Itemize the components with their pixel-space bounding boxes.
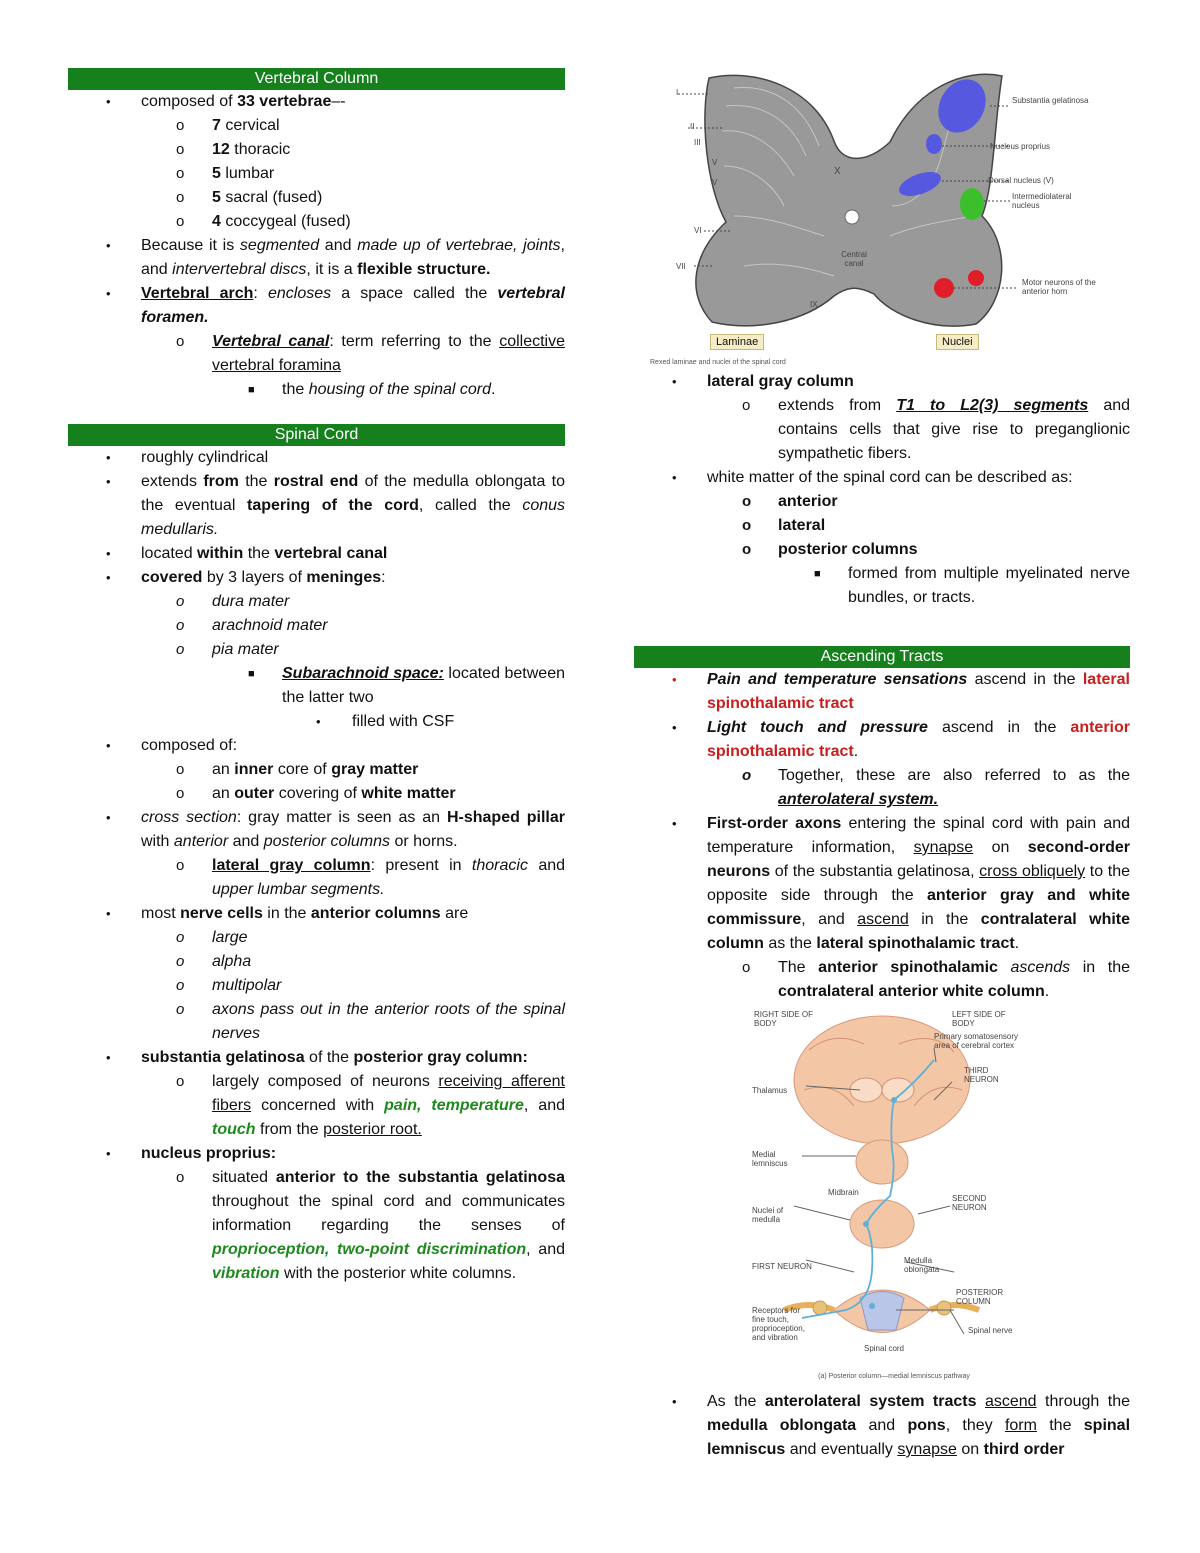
- lamina-label: V: [712, 178, 718, 187]
- posterior-column-label: POSTERIOR COLUMN: [956, 1288, 1004, 1306]
- figure-caption: (a) Posterior column—medial lemniscus pathway: [818, 1373, 970, 1380]
- midbrain-label: Midbrain: [828, 1188, 859, 1197]
- list-item: • cross section: gray matter is seen as an H-shaped pillar with anterior and posterior columns or horns.: [106, 809, 565, 850]
- central-canal-label: Central canal: [841, 250, 867, 268]
- list-item: • Because it is segmented and made up of vertebrae, joints, and intervertebral discs, it is a flexible structure.: [106, 237, 565, 278]
- list-item: • filled with CSF: [316, 713, 455, 730]
- lamina-label: V: [712, 158, 718, 167]
- left-column: [68, 68, 565, 1286]
- nucleus-label: Motor neurons of the anterior horn: [1022, 278, 1096, 296]
- list-item: o Vertebral canal: term referring to the collective vertebral foramina: [176, 333, 565, 374]
- list-item: • First-order axons entering the spinal cord with pain and temperature information, synapse on second-order neurons of the substantia gelatinosa, cross obliquely to the opposite side through the anterior gray and white commissure, and ascend in the contralateral white column as the lateral spinothalamic tract.: [672, 815, 1131, 952]
- lamina-x-label: X: [834, 166, 841, 177]
- medulla-oblongata-label: Medulla oblongata: [904, 1256, 940, 1274]
- list-item: o lateral gray column: present in thoracic and upper lumbar segments.: [176, 857, 566, 898]
- nuclei-medulla-label: Nuclei of medulla: [752, 1206, 784, 1224]
- second-neuron-label: SECOND NEURON: [952, 1194, 987, 1212]
- lamina-label: II: [690, 122, 695, 131]
- posterior-column-pathway-figure: [634, 1010, 1130, 1390]
- list-item: • Pain and temperature sensations ascend in the lateral spinothalamic tract: [672, 671, 1130, 712]
- list-item: • most nerve cells in the anterior columns are: [106, 905, 469, 922]
- list-item: • composed of 33 vertebrae–-: [106, 93, 346, 110]
- list-item: o 4 coccygeal (fused): [176, 213, 351, 230]
- nucleus-label: Substantia gelatinosa: [1012, 96, 1089, 105]
- list-item: ■ the housing of the spinal cord.: [248, 381, 496, 398]
- cortex-label: Primary somatosensory area of cerebral cortex: [934, 1032, 1019, 1050]
- list-item: o posterior columns: [742, 541, 918, 558]
- list-item: • Vertebral arch: encloses a space called the vertebral foramen.: [106, 285, 565, 326]
- list-item: o 7 cervical: [176, 117, 280, 134]
- list-item: o The anterior spinothalamic ascends in the contralateral anterior white column.: [742, 959, 1131, 1000]
- nuclei-tag: Nuclei: [936, 334, 979, 350]
- list-item: o largely composed of neurons receiving afferent fibers concerned with pain, temperature, and touch from the posterior root.: [176, 1073, 565, 1138]
- list-item: o an inner core of gray matter: [176, 761, 419, 778]
- right-side-label: RIGHT SIDE OF BODY: [754, 1010, 813, 1028]
- receptors-label: Receptors for fine touch, proprioception, and vibration: [752, 1306, 805, 1342]
- left-side-label: LEFT SIDE OF BODY: [952, 1010, 1006, 1028]
- list-item: • Light touch and pressure ascend in the anterior spinothalamic tract.: [672, 719, 1130, 760]
- list-item: o pia mater: [176, 641, 279, 658]
- vertebral-column-header: Vertebral Column: [68, 68, 565, 90]
- spinal-cord-cross-section-image: [634, 66, 1130, 356]
- third-neuron-label: THIRD NEURON: [964, 1066, 999, 1084]
- laminae-tag: Laminae: [710, 334, 764, 350]
- list-item: • lateral gray column: [672, 373, 854, 390]
- lamina-label: VI: [694, 226, 702, 235]
- list-item: • extends from the rostral end of the medulla oblongata to the eventual tapering of the cord, called the conus medullaris.: [106, 473, 566, 538]
- list-item: • substantia gelatinosa of the posterior gray column:: [106, 1049, 528, 1066]
- right-column: [634, 66, 1130, 1462]
- list-item: • covered by 3 layers of meninges:: [106, 569, 386, 586]
- medial-lemniscus-label: Medial lemniscus: [752, 1150, 788, 1168]
- list-item: o lateral: [742, 517, 826, 534]
- ascending-tracts-header: Ascending Tracts: [634, 646, 1130, 668]
- list-item: o situated anterior to the substantia gelatinosa throughout the spinal cord and communicates information regarding the senses of proprioception, two-point discrimination, and vibration with the posterior white columns.: [176, 1169, 566, 1282]
- list-item: ■ formed from multiple myelinated nerve bundles, or tracts.: [814, 565, 1130, 606]
- spinal-cord-label: Spinal cord: [863, 1344, 905, 1353]
- nucleus-label: Intermediolateral nucleus: [1012, 192, 1072, 210]
- nucleus-label: Dorsal nucleus (V): [988, 176, 1054, 185]
- list-item: • As the anterolateral system tracts ascend through the medulla oblongata and pons, they form the spinal lemniscus and eventually synapse on third order: [672, 1393, 1131, 1458]
- lamina-label: IX: [810, 300, 818, 309]
- list-item: o anterior: [742, 493, 838, 510]
- lamina-label: VII: [676, 262, 686, 271]
- list-item: • composed of:: [106, 737, 238, 754]
- nucleus-label: Nucleus proprius: [990, 142, 1051, 151]
- list-item: ■ Subarachnoid space: located between the latter two: [248, 665, 565, 706]
- thalamus-label: Thalamus: [752, 1086, 788, 1095]
- list-item: o arachnoid mater: [176, 617, 328, 634]
- lamina-label: III: [694, 138, 701, 147]
- pathway-illustration: [634, 1010, 1130, 1380]
- spinal-cord-laminae-figure: [634, 66, 1130, 370]
- list-item: o Together, these are also referred to as the anterolateral system.: [742, 767, 1130, 808]
- list-item: • nucleus proprius:: [106, 1145, 277, 1162]
- spinal-nerve-label: Spinal nerve: [968, 1326, 1013, 1335]
- first-neuron-label: FIRST NEURON: [752, 1262, 812, 1271]
- list-item: o 5 lumbar: [176, 165, 275, 182]
- list-item: o dura mater: [176, 593, 290, 610]
- list-item: • roughly cylindrical: [106, 449, 269, 466]
- list-item: • located within the vertebral canal: [106, 545, 388, 562]
- lamina-label: I: [676, 88, 679, 97]
- list-item: o large: [176, 929, 248, 946]
- list-item: o extends from T1 to L2(3) segments and contains cells that give rise to preganglionic sympathetic fibers.: [742, 397, 1131, 462]
- list-item: • white matter of the spinal cord can be described as:: [672, 469, 1073, 486]
- list-item: o multipolar: [176, 977, 282, 994]
- figure-caption: Rexed laminae and nuclei of the spinal cord: [650, 359, 786, 366]
- list-item: o axons pass out in the anterior roots of the spinal nerves: [176, 1001, 565, 1042]
- list-item: o alpha: [176, 953, 252, 970]
- list-item: o 12 thoracic: [176, 141, 291, 158]
- spinal-cord-header: Spinal Cord: [68, 424, 565, 446]
- list-item: o 5 sacral (fused): [176, 189, 323, 206]
- list-item: o an outer covering of white matter: [176, 785, 456, 802]
